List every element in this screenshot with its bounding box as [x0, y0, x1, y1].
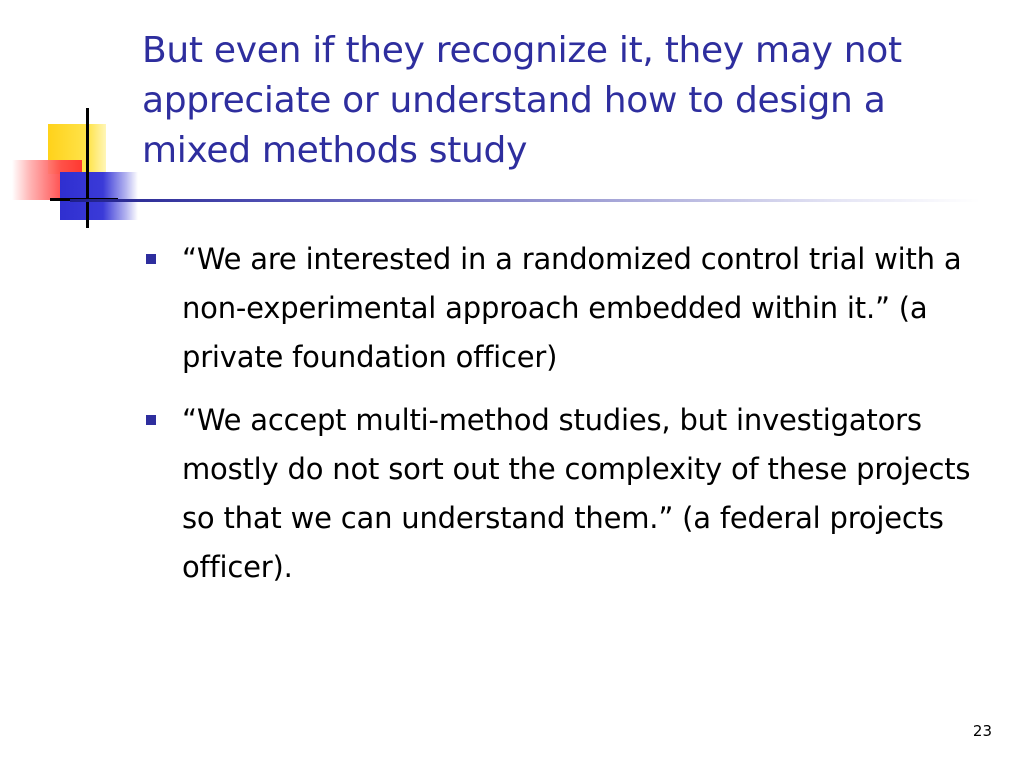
- page-number: 23: [972, 722, 992, 740]
- bullet-square-icon: [146, 254, 156, 264]
- slide-title: But even if they recognize it, they may not appreciate or understand how to design a mixed methods study: [142, 30, 902, 171]
- bullet-square-icon: [146, 415, 156, 425]
- bullet-list: [146, 235, 996, 606]
- bullet-text: “We are interested in a randomized control trial with a non-experimental approach embedded within it.” (a private foundation officer): [182, 242, 962, 374]
- decorative-vertical-line: [86, 108, 89, 228]
- title-underline: [70, 199, 980, 202]
- bullet-item-1: [146, 235, 996, 382]
- bullet-text: “We accept multi-method studies, but investigators mostly do not sort out the complexity of these projects so that we can understand them.” (a federal projects officer).: [182, 403, 971, 584]
- bullet-item-2: [146, 396, 996, 592]
- decorative-blue-square: [60, 172, 138, 220]
